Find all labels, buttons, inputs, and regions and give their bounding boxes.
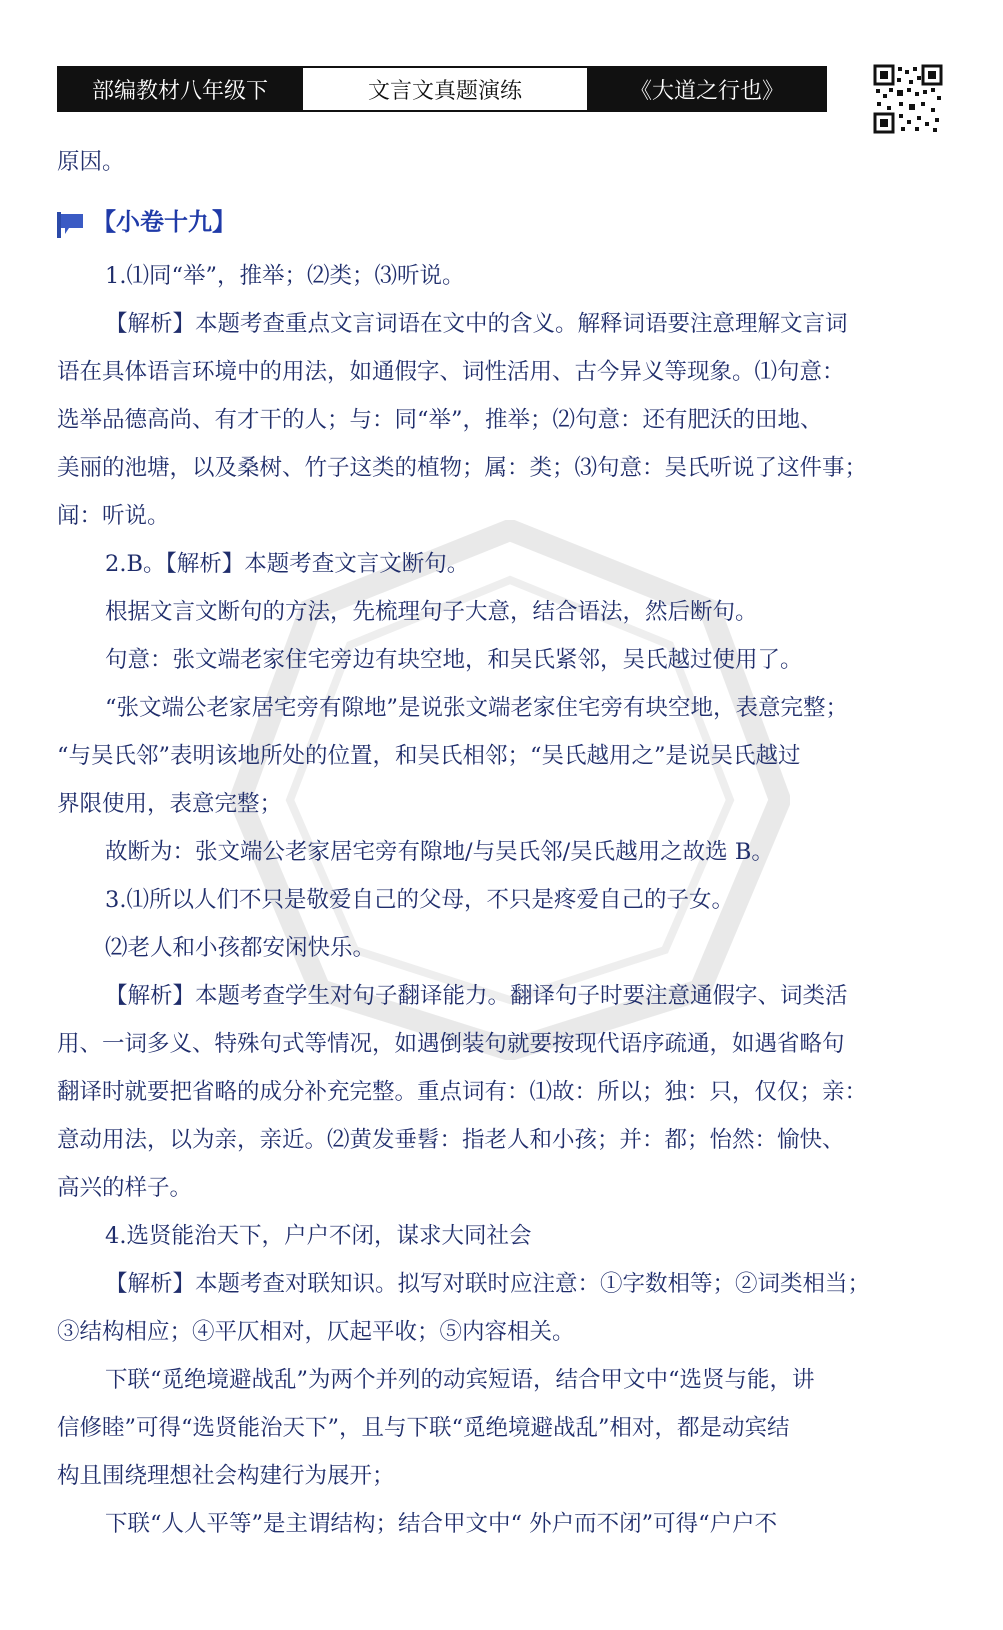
- text-line: 根据文言文断句的方法，先梳理句子大意，结合语法，然后断句。: [105, 599, 758, 625]
- text-line: 2.B。【解析】本题考查文言文断句。: [105, 551, 470, 577]
- text-line: ⑵老人和小孩都安闲快乐。: [105, 935, 376, 961]
- text-line: 【解析】本题考查重点文言词语在文中的含义。解释词语要注意理解文言词: [105, 311, 848, 337]
- text-line: 构且围绕理想社会构建行为展开；: [57, 1463, 395, 1489]
- text-line: 下联“觅绝境避战乱”为两个并列的动宾短语，结合甲文中“选贤与能，讲: [105, 1367, 815, 1393]
- text-line: ③结构相应；④平仄相对，仄起平收；⑤内容相关。: [57, 1319, 575, 1345]
- text-line: 下联“人人平等”是主谓结构；结合甲文中“ 外户而不闭”可得“户户不: [105, 1511, 778, 1537]
- text-line: 美丽的池塘，以及桑树、竹子这类的植物；属：类；⑶句意：吴氏听说了这件事；: [57, 455, 868, 481]
- text-line: 意动用法，以为亲，亲近。⑵黄发垂髫：指老人和小孩；并：都；怡然：愉快、: [57, 1127, 845, 1153]
- header-practice: 文言文真题演练: [301, 68, 589, 110]
- text-line: 4.选贤能治天下，户户不闭，谋求大同社会: [105, 1223, 532, 1249]
- header-textbook: 部编教材八年级下: [59, 68, 301, 110]
- text-line: 高兴的样子。: [57, 1175, 193, 1201]
- text-line: 【解析】本题考查学生对句子翻译能力。翻译句子时要注意通假字、词类活: [105, 983, 848, 1009]
- header-lesson: 《大道之行也》: [589, 68, 825, 110]
- text-line: 故断为：张文端公老家居宅旁有隙地/与吴氏邻/吴氏越用之故选 B。: [105, 839, 774, 865]
- header-bar: [57, 66, 827, 112]
- text-line: 界限使用，表意完整；: [57, 791, 283, 817]
- text-line: 翻译时就要把省略的成分补充完整。重点词有：⑴故：所以；独：只，仅仅；亲：: [57, 1079, 868, 1105]
- text-line: 语在具体语言环境中的用法，如通假字、词性活用、古今异义等现象。⑴句意：: [57, 359, 845, 385]
- text-line: 【解析】本题考查对联知识。拟写对联时应注意：①字数相等；②词类相当；: [105, 1271, 871, 1297]
- section-title: 【小卷十九】: [92, 208, 236, 236]
- text-line: 闻：听说。: [57, 503, 170, 529]
- text-line: 用、一词多义、特殊句式等情况，如遇倒装句就要按现代语序疏通，如遇省略句: [57, 1031, 845, 1057]
- qr-code-icon: [873, 64, 943, 134]
- text-line: “张文端公老家居宅旁有隙地”是说张文端老家住宅旁有块空地，表意完整；: [105, 695, 849, 721]
- text-line: 3.⑴所以人们不只是敬爱自己的父母，不只是疼爱自己的子女。: [105, 887, 734, 913]
- text-line: 原因。: [57, 149, 125, 175]
- section-flag-icon: [57, 212, 85, 238]
- text-line: 句意：张文端老家住宅旁边有块空地，和吴氏紧邻，吴氏越过使用了。: [105, 647, 803, 673]
- text-line: 选举品德高尚、有才干的人；与：同“举”，推举；⑵句意：还有肥沃的田地、: [57, 407, 823, 433]
- text-line: 1.⑴同“举”，推举；⑵类；⑶听说。: [105, 263, 465, 289]
- text-line: “与吴氏邻”表明该地所处的位置，和吴氏相邻；“吴氏越用之”是说吴氏越过: [57, 743, 801, 769]
- text-line: 信修睦”可得“选贤能治天下”，且与下联“觅绝境避战乱”相对，都是动宾结: [57, 1415, 790, 1441]
